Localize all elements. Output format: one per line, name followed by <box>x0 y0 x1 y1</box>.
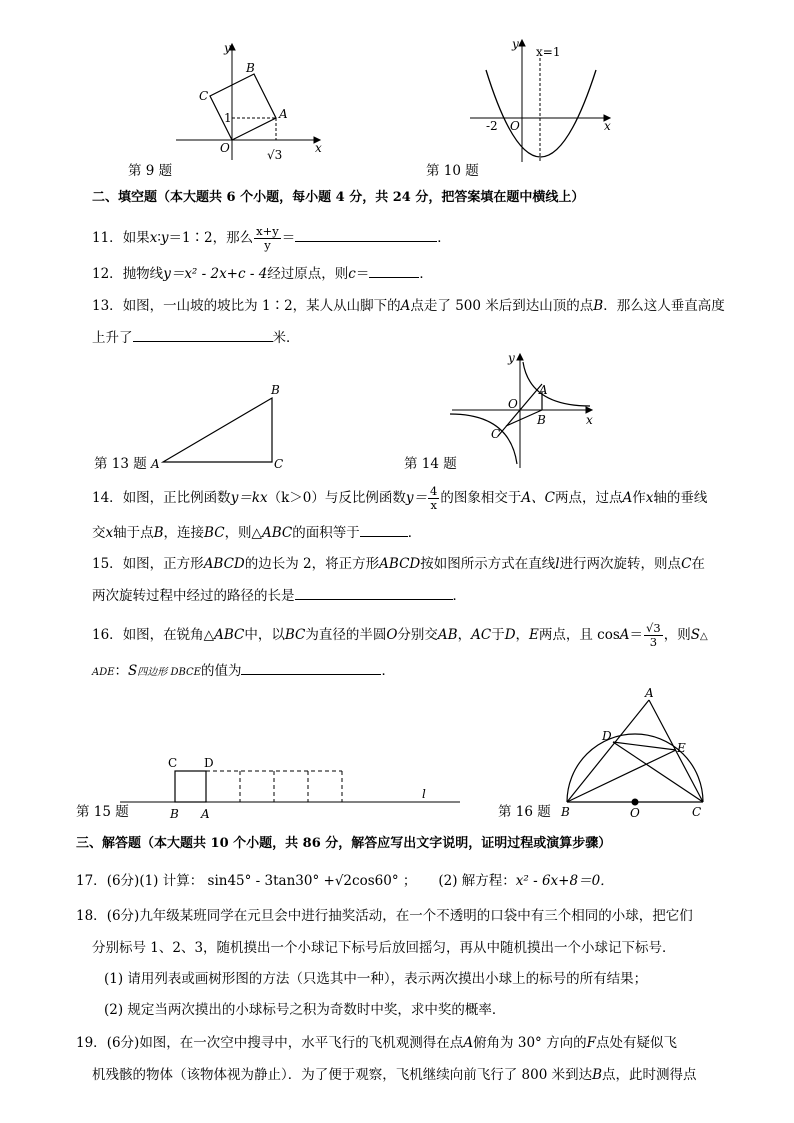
fig10-label-axis: x=1 <box>536 45 561 59</box>
fig13-label-b: B <box>271 383 280 397</box>
question-19-line2: 机残骸的物体（该物体视为静止）．为了便于观察，飞机继续向前飞行了 800 米到达B点，此时测得点 <box>92 1067 697 1083</box>
fig16-label-d: D <box>602 729 612 743</box>
fig15-label-d: D <box>204 756 214 770</box>
fig14-label-x: x <box>586 413 593 427</box>
question-16-line1: 16．如图，在锐角△ABC中，以BC为直径的半圆O分别交AB，AC于D，E两点，且 cosA＝ $\frac{√3}{3}$ ，则S△ <box>92 621 708 649</box>
question-17: 17．(6分)(1) 计算： sin45° - 3tan30° +√2cos60° ； (2) 解方程：x² - 6x+8＝0． <box>76 873 614 889</box>
fig10-parabola <box>486 70 596 157</box>
fig10-label-neg2: -2 <box>486 119 498 133</box>
question-14-line2: 交x轴于点B，连接BC，则△ABC的面积等于 ． <box>92 522 421 542</box>
question-12: 12．抛物线y＝x² - 2x+c - 4经过原点，则c＝ ． <box>92 263 433 283</box>
fig16-label-e: E <box>677 741 686 755</box>
fig9-label-x: x <box>315 141 322 155</box>
fig16-label-o: O <box>630 806 640 820</box>
question-16-line2: ADE：S四边形 DBCE的值为 ． <box>92 660 395 682</box>
fig16-label-a: A <box>645 686 654 700</box>
fig13-label-a: A <box>151 457 160 470</box>
question-11: 11．如果x∶y＝1∶2，那么 $\frac{x+y}{y}$ ＝ ． <box>92 224 451 252</box>
fig15-square <box>175 771 206 802</box>
question-19-line1: 19．(6分)如图，在一次空中搜寻中，水平飞行的飞机观测得在点A俯角为 30° 方向的F点处有疑似飞 <box>76 1035 677 1051</box>
fig15-label-b: B <box>170 807 179 820</box>
fig9-square <box>210 74 276 140</box>
fig9-label-o: O <box>220 141 230 155</box>
figure-13 <box>145 380 295 470</box>
fig15-label-a: A <box>201 807 210 820</box>
q11-answer-blank[interactable] <box>295 227 437 242</box>
fig16-caption: 第 16 题 <box>498 804 551 820</box>
figure-10 <box>470 34 620 164</box>
question-13-line1: 13．如图，一山坡的坡比为 1∶2，某人从山脚下的A点走了 500 米后到达山顶的点B．那么这人垂直高度 <box>92 298 725 314</box>
q14-answer-blank[interactable] <box>360 522 408 537</box>
fig13-caption: 第 13 题 <box>94 456 147 472</box>
fig14-label-o: O <box>508 397 518 411</box>
q11-fraction: $\frac{x+y}{y}$ <box>256 224 279 252</box>
fig10-label-x: x <box>604 119 611 133</box>
figure-14 <box>450 348 600 470</box>
question-18-sub1: (1) 请用列表或画树形图的方法（只选其中一种），表示两次摸出小球上的标号的所有结果； <box>104 971 648 987</box>
fig15-caption: 第 15 题 <box>76 804 129 820</box>
section3-heading: 三、解答题（本大题共 10 个小题，共 86 分，解答应写出文字说明，证明过程或演算步骤） <box>76 836 612 851</box>
fig9-label-y: y <box>224 41 231 55</box>
fig14-label-a: A <box>539 383 548 397</box>
q16-answer-blank[interactable] <box>241 660 381 675</box>
fig10-label-o: O <box>510 119 520 133</box>
fig14-caption: 第 14 题 <box>404 456 457 472</box>
fig14-hyperbola-q3 <box>450 414 517 464</box>
fig15-label-l: l <box>422 787 426 801</box>
fig16-label-c: C <box>692 805 702 819</box>
fig9-label-b: B <box>246 61 255 75</box>
fig13-label-c: C <box>274 457 284 470</box>
fig16-center-o <box>632 799 639 806</box>
fig13-triangle <box>163 398 272 462</box>
fig16-label-b: B <box>561 805 570 819</box>
q15-answer-blank[interactable] <box>295 585 453 600</box>
fig14-hyperbola-q1 <box>523 362 590 406</box>
figure-16 <box>555 684 715 820</box>
question-15-line2: 两次旋转过程中经过的路径的长是 ． <box>92 585 466 605</box>
fig14-label-b: B <box>537 413 546 427</box>
fig15-label-c: C <box>168 756 178 770</box>
q12-answer-blank[interactable] <box>369 263 419 278</box>
question-18-sub2: (2) 规定当两次摸出的小球标号之积为奇数时中奖，求中奖的概率． <box>104 1002 506 1018</box>
fig10-caption: 第 10 题 <box>426 163 479 179</box>
question-15-line1: 15．如图，正方形ABCD的边长为 2，将正方形ABCD按如图所示方式在直线l进行两次旋转，则点C在 <box>92 556 705 572</box>
fig9-label-a: A <box>279 107 288 121</box>
question-14-line1: 14．如图，正比例函数y＝kx（k＞0）与反比例函数y＝ $\frac{4}{x}$ 的图象相交于A、C两点，过点A作x轴的垂线 <box>92 484 708 512</box>
fig14-label-c: C <box>491 427 501 441</box>
fig14-label-y: y <box>508 351 515 365</box>
question-18-line1: 18．(6分)九年级某班同学在元旦会中进行抽奖活动，在一个不透明的口袋中有三个相同的小球，把它们 <box>76 908 693 924</box>
figure-9 <box>170 38 330 168</box>
fig9-label-one: 1 <box>224 111 232 125</box>
q16-fraction: $\frac{√3}{3}$ <box>646 621 661 649</box>
figure-15 <box>120 752 465 820</box>
section2-heading: 二、填空题（本大题共 6 个小题，每小题 4 分，共 24 分，把答案填在题中横线上） <box>92 190 585 205</box>
question-13-line2: 上升了 米． <box>92 327 300 347</box>
fig9-label-sqrt3: √3 <box>267 148 283 162</box>
q13-answer-blank[interactable] <box>133 327 273 342</box>
q14-fraction: $\frac{4}{x}$ <box>430 484 438 512</box>
fig10-label-y: y <box>512 37 519 51</box>
fig9-caption: 第 9 题 <box>128 163 173 179</box>
fig9-label-c: C <box>199 89 209 103</box>
question-18-line2: 分别标号 1、2、3，随机摸出一个小球记下标号后放回摇匀，再从中随机摸出一个小球记下标号． <box>92 940 676 956</box>
